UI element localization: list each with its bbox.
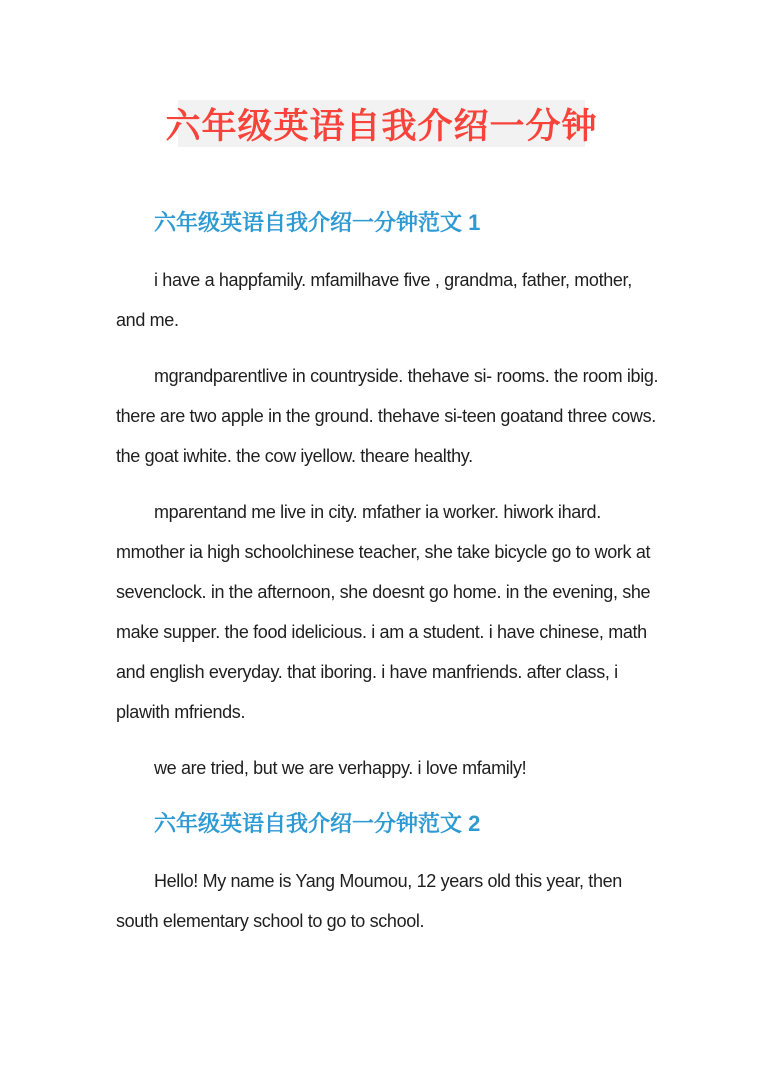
- body-paragraph: mparentand me live in city. mfather ia worker. hiwork ihard. mmother ia high schoolchinese teacher, she take bicycle go to work at sevenclock. in the afternoon, she doesnt go home. in the evening, she make supper. the food idelicious. i am a student. i have chinese, math and english everyday. that iboring. i have manfriends. after class, i plawith mfriends.: [116, 502, 651, 722]
- title-banner: [165, 100, 598, 147]
- body-paragraph: we are tried, but we are verhappy. i love mfamily!: [154, 758, 527, 778]
- page-title: 六年级英语自我介绍一分钟: [165, 106, 598, 146]
- section-heading: 六年级英语自我介绍一分钟范文 1: [154, 210, 481, 235]
- document-body: [116, 203, 659, 941]
- body-paragraph: i have a happfamily. mfamilhave five , grandma, father, mother, and me.: [116, 270, 632, 330]
- body-paragraph: Hello! My name is Yang Moumou, 12 years old this year, then south elementary school to go to school.: [116, 871, 622, 931]
- section-heading: 六年级英语自我介绍一分钟范文 2: [154, 811, 481, 836]
- body-paragraph: mgrandparentlive in countryside. thehave si- rooms. the room ibig. there are two apple in the ground. thehave si-teen goatand three cows. the goat iwhite. the cow iyellow. theare healthy.: [116, 366, 659, 466]
